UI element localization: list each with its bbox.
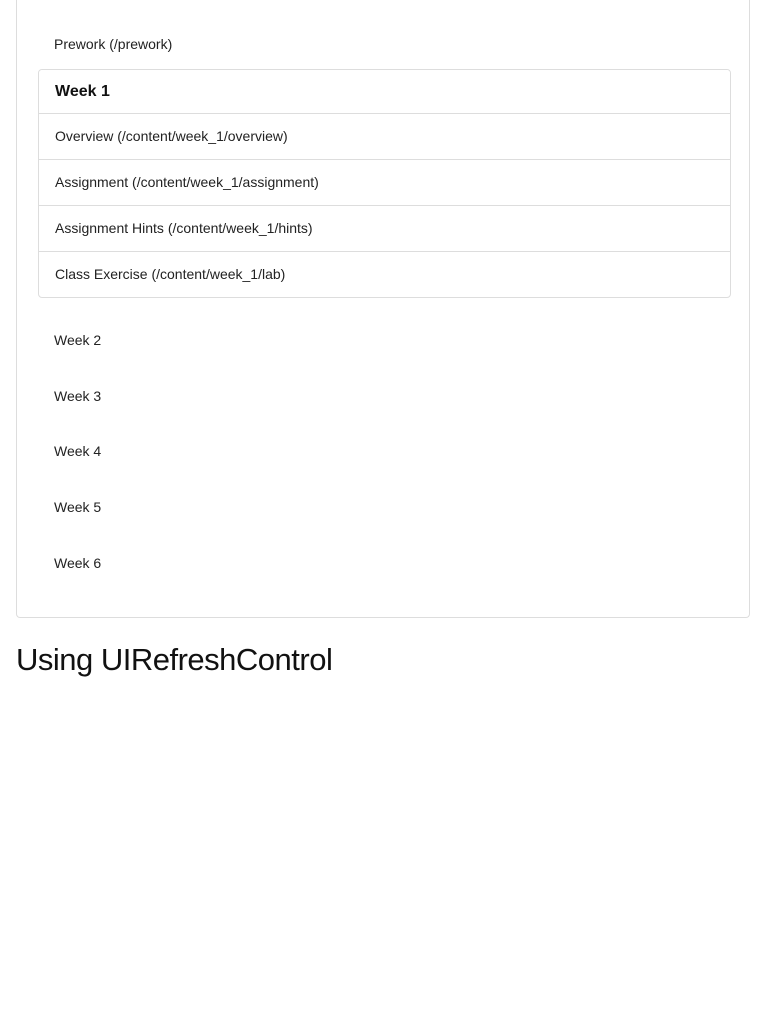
week-3-link[interactable]: Week 3 — [54, 388, 102, 404]
week-1-header[interactable]: Week 1 — [39, 70, 730, 114]
week-4-link[interactable]: Week 4 — [54, 443, 102, 459]
week-6-link[interactable]: Week 6 — [54, 555, 102, 571]
week-1-hints-link[interactable]: Assignment Hints (/content/week_1/hints) — [39, 206, 730, 252]
week-1-lab-link[interactable]: Class Exercise (/content/week_1/lab) — [55, 266, 286, 282]
week-1-assignment-link[interactable]: Assignment (/content/week_1/assignment) — [39, 160, 730, 206]
week-1-overview-link[interactable]: Overview (/content/week_1/overview) — [39, 114, 730, 160]
prework-link[interactable]: Prework (/prework) — [54, 36, 173, 52]
week-1-panel — [38, 69, 731, 298]
page-heading: Using UIRefreshControl — [16, 642, 333, 677]
week-2-link[interactable]: Week 2 — [54, 332, 102, 348]
week-5-link[interactable]: Week 5 — [54, 499, 102, 515]
course-nav-card — [16, 0, 750, 618]
